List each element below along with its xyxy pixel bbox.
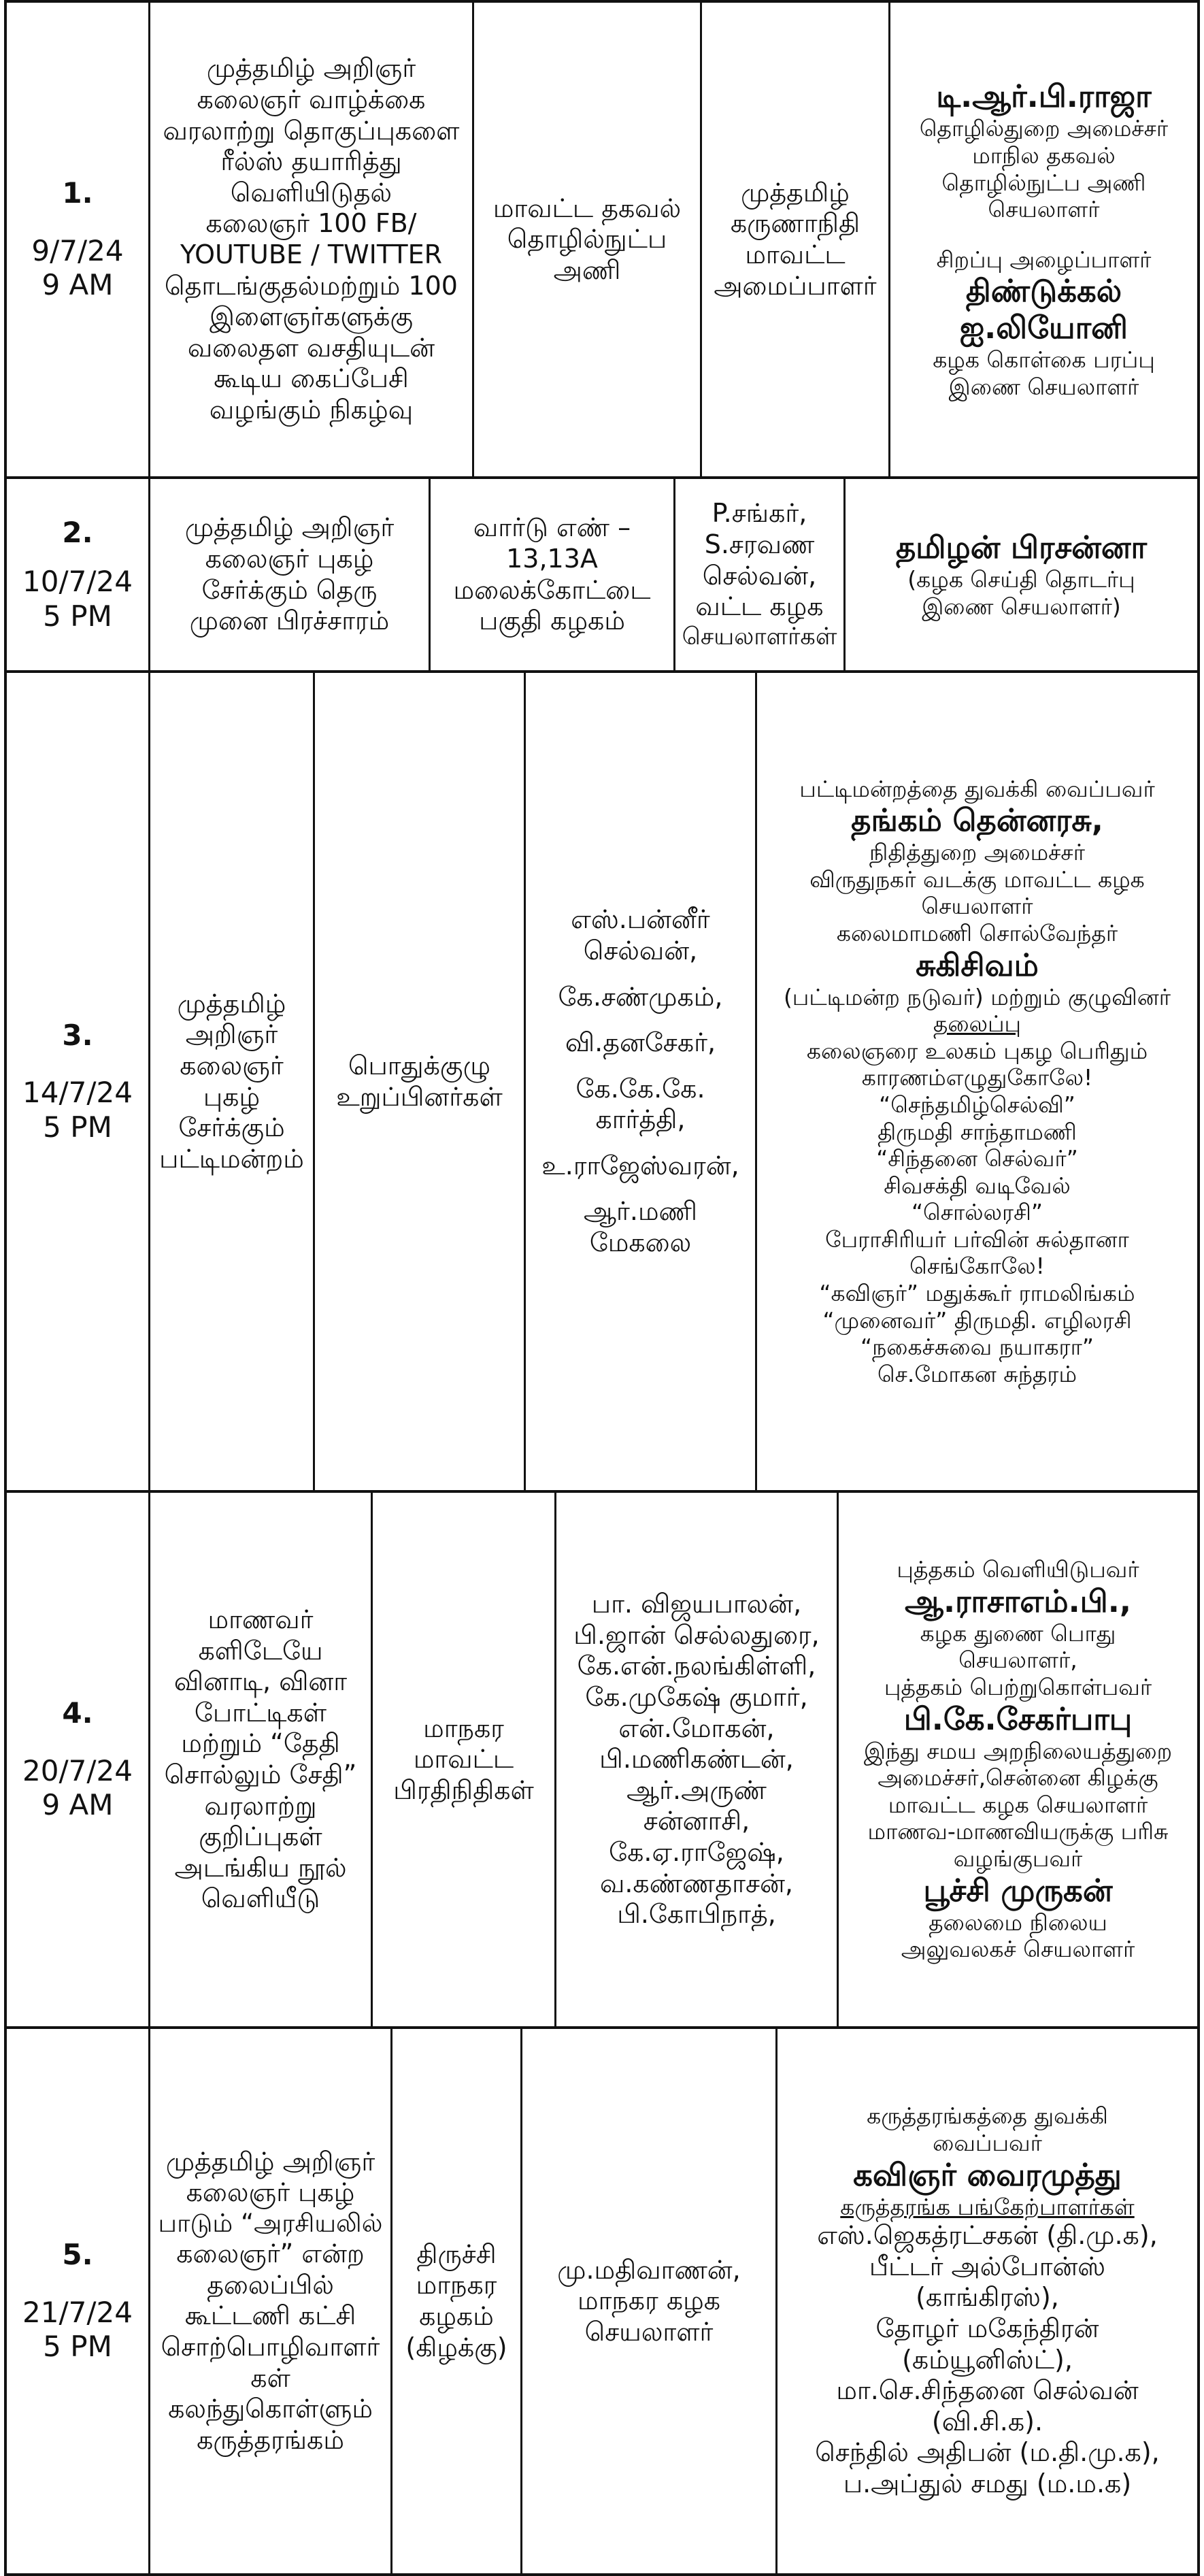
row-5-guest-cell: [777, 2029, 1197, 2573]
row-4-date-cell: [7, 1493, 148, 2026]
organizer-line: மாநகர: [416, 2270, 497, 2300]
row-1-event-cell: [150, 3, 472, 476]
topic-line: “கவிஞர்” மதுக்கூர் ராமலிங்கம்: [819, 1280, 1135, 1307]
topic-line: “சொல்லரசி”: [911, 1199, 1043, 1226]
event-line: வலைதள வசதியுடன்: [187, 332, 435, 363]
guest-name: பி.கே.சேகர்பாபு: [903, 1700, 1133, 1737]
topic-line: கலைஞரை உலகம் புகழ பெரிதும்: [806, 1037, 1148, 1064]
coordinator-line: மாநகர கழக: [577, 2285, 721, 2316]
coordinator-line: ஆர்.மணி: [583, 1196, 698, 1227]
event-line: வரலாற்று தொகுப்புகளை: [163, 115, 460, 146]
coordinator-line: அமைப்பாளர்: [714, 270, 877, 301]
guest-label: புத்தகம் பெற்றுகொள்பவர்: [884, 1674, 1152, 1701]
guest-name: கவிஞர் வைரமுத்து: [853, 2156, 1122, 2193]
coordinator-line: கே.கே.கே.: [575, 1073, 705, 1104]
event-line: கலைஞர்: [180, 1050, 284, 1080]
topic-line: சிவசக்தி வடிவேல்: [884, 1172, 1071, 1199]
guest-role: அலுவலகச் செயலாளர்: [901, 1936, 1135, 1963]
event-time: 9 AM: [41, 1788, 114, 1822]
event-line: அடங்கிய நூல்: [174, 1852, 347, 1883]
row-3-coordinator-cell: [526, 673, 755, 1490]
topic-line: “முனைவர்” திருமதி. எழிலரசி: [822, 1306, 1132, 1334]
row-3-guest-cell: [757, 673, 1197, 1490]
event-line: சொற்பொழிவாளர்: [161, 2331, 380, 2362]
guest-role: நிதித்துறை அமைச்சர்: [869, 839, 1085, 866]
row-4-coordinator-cell: [556, 1493, 837, 2026]
coordinator-line: பி.மணிகண்டன்,: [599, 1744, 794, 1774]
coordinator-line: கார்த்தி,: [595, 1104, 686, 1135]
event-line: கலைஞர் வாழ்க்கை: [197, 84, 426, 115]
coordinator-line: பி.கோபிநாத்,: [617, 1899, 776, 1930]
participant-line: (காங்கிரஸ்),: [916, 2282, 1059, 2313]
coordinator-line: கே.சண்முகம்,: [558, 981, 723, 1012]
event-line: முத்தமிழ் அறிஞர்: [165, 2146, 375, 2177]
event-line: கலைஞர் புகழ்: [186, 2177, 355, 2208]
event-line: கலந்துகொள்ளும்: [168, 2394, 373, 2424]
row-4-guest-cell: [839, 1493, 1197, 2026]
row-1-date-cell: [7, 3, 148, 476]
event-line: கூடிய கைப்பேசி: [214, 363, 409, 394]
event-time: 5 PM: [43, 1110, 112, 1144]
table-border: [1197, 0, 1200, 2576]
organizer-line: மாவட்ட தகவல்: [492, 193, 682, 223]
row-5-organizer-cell: [392, 2029, 520, 2573]
coordinator-line: வட்ட கழக: [695, 591, 824, 622]
event-line: வரலாற்று: [204, 1790, 317, 1821]
organizer-line: பிரதிநிதிகள்: [393, 1774, 534, 1805]
row-number: 5.: [62, 2238, 93, 2272]
coordinator-line: முத்தமிழ்: [741, 177, 850, 208]
guest-name: திண்டுக்கல்: [965, 273, 1122, 310]
coordinator-line: செயலாளர்: [584, 2316, 714, 2347]
guest-role: மாநில தகவல்: [972, 142, 1116, 169]
organizer-line: கழகம்: [419, 2301, 494, 2331]
guest-role: தொழில்நுட்ப அணி: [941, 169, 1146, 196]
coordinator-line: செயலாளர்கள்: [682, 623, 837, 650]
event-line: கலைஞர்” என்ற: [176, 2239, 365, 2269]
organizer-line: திருச்சி: [416, 2239, 497, 2269]
event-line: கருத்தரங்கம்: [197, 2424, 344, 2455]
organizer-line: அணி: [553, 254, 621, 285]
event-time: 5 PM: [43, 2330, 112, 2364]
event-line: YOUTUBE / TWITTER: [180, 240, 443, 269]
row-1-guest-cell: [890, 3, 1197, 476]
guest-label: பட்டிமன்றத்தை துவக்கி வைப்பவர்: [799, 775, 1155, 802]
row-2-coordinator-cell: [675, 479, 843, 670]
event-line: சொல்லும் சேதி”: [164, 1760, 357, 1789]
coordinator-line: கே.ஏ.ராஜேஷ்,: [609, 1836, 784, 1867]
organizer-line: 13,13A: [506, 543, 598, 574]
row-5-coordinator-cell: [522, 2029, 775, 2573]
guest-role: கழக துணை பொது: [920, 1619, 1116, 1647]
guest-label: கருத்தரங்கத்தை துவக்கி: [867, 2102, 1108, 2130]
row-2-organizer-cell: [431, 479, 673, 670]
topic-label: தலைப்பு: [933, 1010, 1022, 1038]
guest-role: செயலாளர்,: [958, 1647, 1077, 1674]
event-line: கலைஞர் 100 FB/: [205, 208, 417, 239]
event-line: பாடும் “அரசியலில்: [158, 2208, 383, 2238]
event-time: 9 AM: [41, 268, 114, 302]
event-date: 21/7/24: [22, 2295, 133, 2329]
row-2-date-cell: [7, 479, 148, 670]
event-line: அறிஞர்: [185, 1019, 278, 1050]
organizer-line: வார்டு எண் –: [473, 512, 631, 543]
organizer-line: பொதுக்குழு: [348, 1050, 491, 1080]
topic-line: “சிந்தனை செல்வர்”: [876, 1145, 1078, 1172]
guest-role: இணை செயலாளர்: [948, 373, 1139, 400]
coordinator-line: செல்வன்,: [702, 560, 817, 591]
coordinator-line: P.சங்கர்,: [712, 498, 807, 529]
row-2-event-cell: [150, 479, 429, 670]
organizer-line: உறுப்பினர்கள்: [336, 1081, 503, 1112]
guest-name: ஐ.லியோனி: [960, 310, 1128, 346]
event-line: போட்டிகள்: [194, 1697, 327, 1728]
topic-line: செங்கோலே!: [909, 1253, 1045, 1280]
coordinator-line: ஆர்.அருண்: [626, 1774, 767, 1805]
row-4-event-cell: [150, 1493, 371, 2026]
event-line: கலைஞர் புகழ்: [205, 543, 374, 574]
event-line: வெளியீடு: [201, 1883, 320, 1914]
participant-line: பீட்டர் அல்போன்ஸ்: [869, 2251, 1106, 2281]
guest-name: பூச்சி முருகன்: [923, 1872, 1113, 1909]
participant-line: ப.அப்துல் சமது (ம.ம.க): [843, 2468, 1132, 2498]
coordinator-line: சன்னாசி,: [643, 1806, 750, 1836]
event-line: சேர்க்கும் தெரு: [201, 574, 378, 605]
coordinator-line: பா. விஜயபாலன்,: [591, 1589, 802, 1619]
guest-role: வழங்குபவர்: [953, 1845, 1083, 1872]
topic-line: பேராசிரியர் பர்வின் சுல்தானா: [825, 1225, 1129, 1253]
coordinator-line: மாவட்ட: [745, 240, 846, 269]
organizer-line: மாநகர: [423, 1713, 504, 1743]
topic-line: “நகைச்சுவை நயாகரா”: [860, 1334, 1094, 1361]
event-line: தலைப்பில்: [207, 2269, 334, 2300]
row-5-event-cell: [150, 2029, 390, 2573]
participant-line: (வி.சி.க).: [931, 2406, 1043, 2437]
coordinator-line: கே.முகேஷ் குமார்,: [585, 1682, 808, 1713]
coordinator-line: செல்வன்,: [583, 935, 698, 965]
guest-role: தலைமை நிலைய: [929, 1909, 1107, 1936]
organizer-line: தொழில்நுட்ப: [507, 224, 667, 254]
event-line: தொடங்குதல்மற்றும் 100: [165, 270, 458, 301]
guest-role: தொழில்துறை அமைச்சர்: [919, 115, 1169, 142]
guest-role: (கழக செய்தி தொடர்பு: [907, 565, 1135, 593]
row-number: 3.: [62, 1018, 93, 1052]
topic-line: செ.மோகன சுந்தரம்: [877, 1360, 1077, 1387]
event-date: 9/7/24: [31, 233, 124, 267]
event-line: முத்தமிழ்: [177, 988, 286, 1019]
row-2-guest-cell: [846, 479, 1197, 670]
organizer-line: மலைக்கோட்டை: [453, 574, 651, 605]
guest-name: தங்கம் தென்னரசு,: [851, 802, 1103, 839]
coordinator-line: வ.கண்ணதாசன்,: [599, 1868, 794, 1898]
event-line: ரீல்ஸ் தயாரித்து: [220, 146, 402, 177]
row-3-organizer-cell: [315, 673, 524, 1490]
event-line: புகழ்: [203, 1081, 261, 1112]
coordinator-line: வி.தனசேகர்,: [565, 1027, 716, 1058]
coordinator-line: மேகலை: [589, 1227, 692, 1258]
guest-name: டி.ஆர்.பி.ராஜா: [936, 78, 1152, 115]
organizer-line: (கிழக்கு): [405, 2332, 507, 2362]
row-5-date-cell: [7, 2029, 148, 2573]
event-line: முத்தமிழ் அறிஞர்: [206, 53, 416, 84]
row-3-event-cell: [150, 673, 313, 1490]
event-line: கள்: [250, 2362, 290, 2393]
coordinator-line: S.சரவண: [704, 529, 815, 559]
row-1-coordinator-cell: [702, 3, 888, 476]
event-date: 14/7/24: [22, 1076, 133, 1110]
event-line: மாணவர்: [207, 1604, 314, 1635]
guest-role: கலைமாமணி சொல்வேந்தர்: [836, 919, 1118, 946]
coordinator-line: என்.மோகன்,: [618, 1713, 775, 1743]
coordinator-line: எஸ்.பன்னீர்: [571, 904, 710, 935]
event-line: குறிப்புகள்: [199, 1821, 322, 1852]
organizer-line: மாவட்ட: [413, 1744, 514, 1774]
row-1-organizer-cell: [474, 3, 700, 476]
event-line: மற்றும் “தேதி: [181, 1728, 340, 1759]
event-line: பட்டிமன்றம்: [159, 1143, 304, 1174]
coordinator-line: மு.மதிவாணன்,: [557, 2254, 741, 2285]
event-date: 10/7/24: [22, 565, 133, 599]
guest-role: இந்து சமய அறநிலையத்துறை: [863, 1737, 1173, 1764]
row-3-date-cell: [7, 673, 148, 1490]
coordinator-line: உ.ராஜேஸ்வரன்,: [541, 1150, 739, 1180]
guest-role: மாவட்ட கழக செயலாளர்: [888, 1791, 1148, 1818]
coordinator-line: கருணாநிதி: [730, 208, 860, 239]
organizer-line: பகுதி கழகம்: [479, 606, 625, 636]
row-4-organizer-cell: [373, 1493, 554, 2026]
participant-line: தோழர் மகேந்திரன்: [875, 2313, 1099, 2343]
event-line: வெளியிடுதல்: [230, 177, 392, 208]
guest-name: தமிழன் பிரசன்னா: [895, 529, 1148, 565]
row-number: 1.: [62, 176, 93, 210]
topic-line: “செந்தமிழ்செல்வி”: [879, 1091, 1075, 1118]
event-time: 5 PM: [43, 599, 112, 633]
participant-line: எஸ்.ஜெகத்ரட்சகன் (தி.மு.க),: [817, 2220, 1158, 2251]
guest-role: அமைச்சர்,சென்னை கிழக்கு: [877, 1764, 1158, 1791]
event-line: களிடேயே: [198, 1635, 323, 1666]
participant-line: மா.செ.சிந்தனை செல்வன்: [836, 2375, 1139, 2406]
guest-label: சிறப்பு அழைப்பாளர்: [936, 246, 1152, 273]
row-number: 4.: [62, 1696, 93, 1730]
guest-role: (பட்டிமன்ற நடுவர்) மற்றும் குழுவினர்: [783, 983, 1171, 1010]
event-line: முனை பிரச்சாரம்: [189, 606, 390, 636]
coordinator-line: கே.என்.நலங்கிள்ளி,: [577, 1651, 816, 1681]
topic-line: திருமதி சாந்தாமணி: [877, 1118, 1077, 1145]
coordinator-line: பி.ஜான் செல்லதுரை,: [573, 1619, 820, 1650]
guest-role: செயலாளர்: [921, 893, 1033, 920]
event-line: வினாடி, வினா: [173, 1666, 348, 1697]
table-border: [4, 2573, 1200, 2576]
participants-label: கருத்தரங்க பங்கேற்பாளர்கள்: [840, 2193, 1135, 2220]
event-date: 20/7/24: [22, 1753, 133, 1787]
event-line: கூட்டணி கட்சி: [184, 2300, 356, 2331]
guest-role: இணை செயலாளர்): [922, 593, 1121, 620]
event-line: வழங்கும் நிகழ்வு: [209, 394, 414, 425]
topic-line: காரணம்எழுதுகோலே!: [861, 1064, 1093, 1091]
guest-role: விருதுநகர் வடக்கு மாவட்ட கழக: [809, 865, 1145, 893]
guest-name: சுகிசிவம்: [916, 946, 1039, 983]
guest-label: புத்தகம் வெளியிடுபவர்: [897, 1556, 1139, 1583]
guest-role: செயலாளர்: [988, 196, 1100, 223]
participant-line: (கம்யூனிஸ்ட்),: [902, 2344, 1073, 2375]
event-line: முத்தமிழ் அறிஞர்: [184, 512, 395, 543]
guest-name: ஆ.ராசாஎம்.பி.,: [905, 1583, 1131, 1619]
participant-line: செந்தில் அதிபன் (ம.தி.மு.க),: [815, 2437, 1160, 2468]
event-line: சேர்க்கும்: [178, 1112, 285, 1143]
guest-label: வைப்பவர்: [933, 2130, 1042, 2157]
guest-role: மாணவ-மாணவியருக்கு பரிசு: [867, 1818, 1169, 1845]
guest-role: கழக கொள்கை பரப்பு: [933, 346, 1155, 374]
event-line: இளைஞர்களுக்கு: [209, 301, 414, 332]
row-number: 2.: [62, 515, 93, 549]
